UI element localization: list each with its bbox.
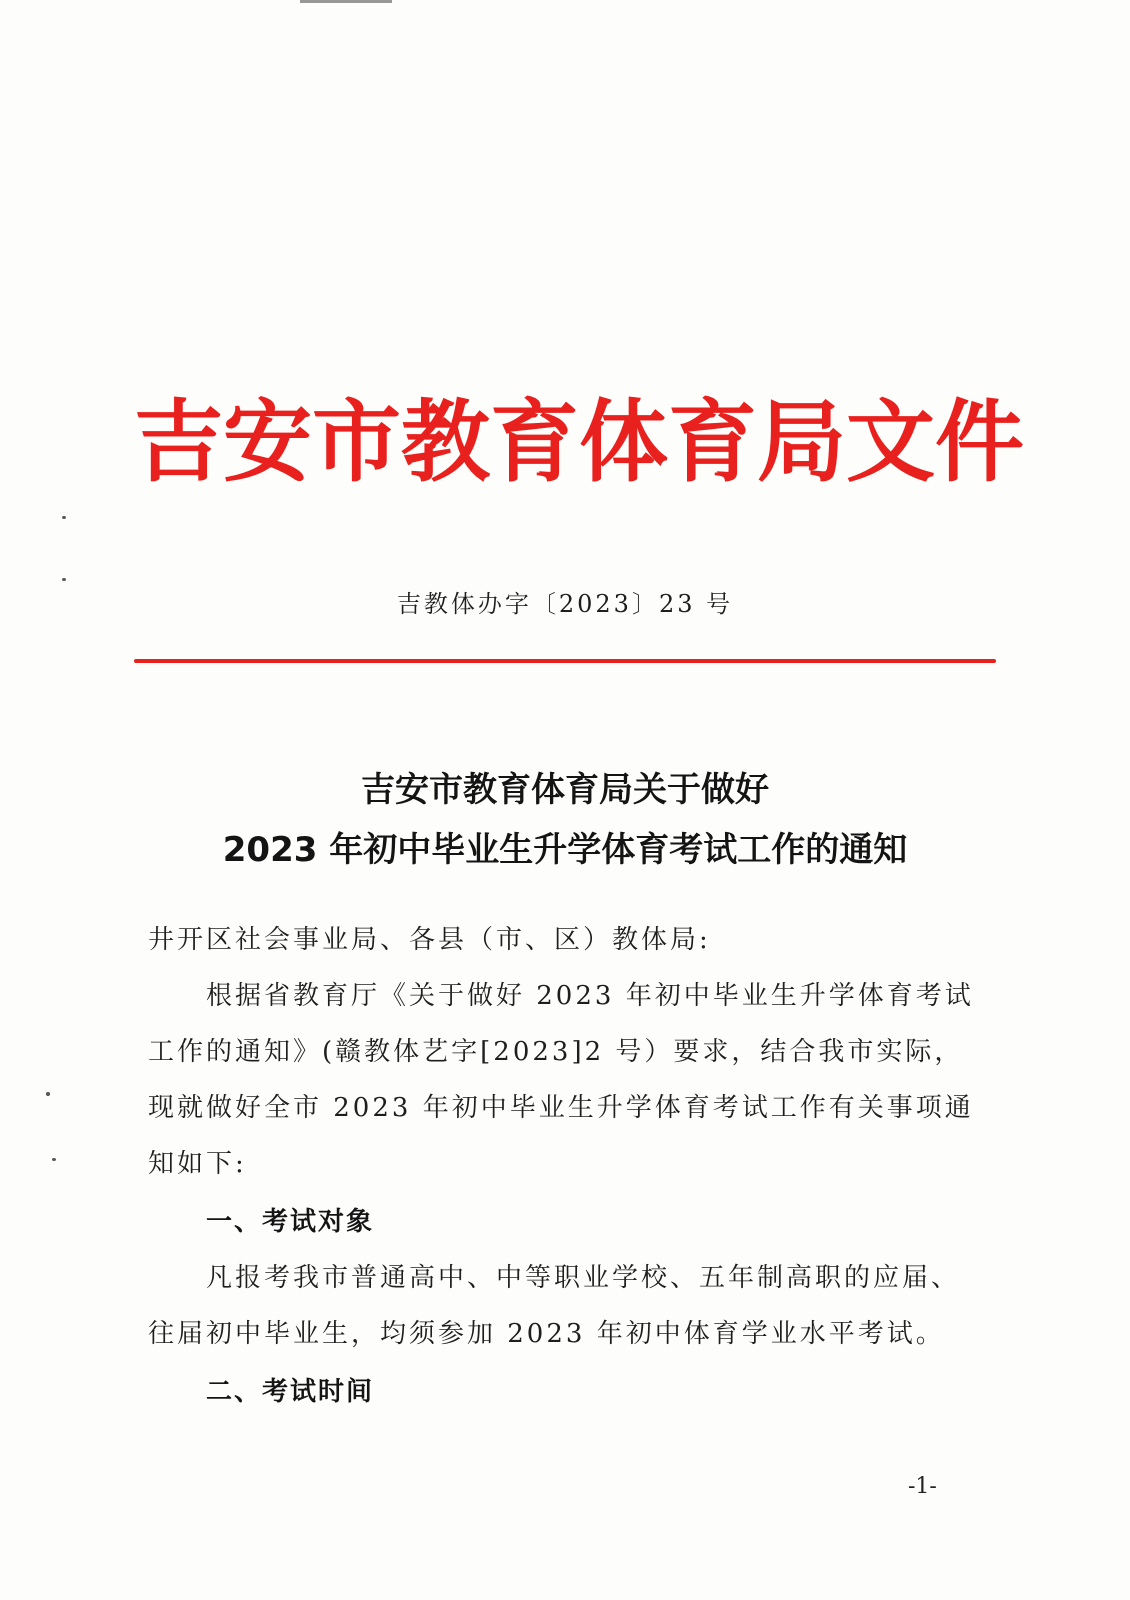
scan-speck (52, 1158, 56, 1161)
document-number: 吉教体办字〔2023〕23 号 (396, 590, 734, 618)
paragraph-line: 知如下: (148, 1149, 247, 1179)
notice-title-line2: 2023 年初中毕业生升学体育考试工作的通知 (222, 830, 908, 870)
section-heading-exam-time: 二、考试时间 (206, 1377, 375, 1407)
scan-artifact (300, 0, 392, 3)
scan-speck (62, 578, 66, 581)
page-number: -1- (908, 1474, 937, 1499)
paragraph-line: 工作的通知》(赣教体艺字[2023]2 号）要求，结合我市实际， (148, 1037, 964, 1067)
notice-title-line1: 吉安市教育体育局关于做好 (361, 770, 769, 810)
section-heading-exam-subjects: 一、考试对象 (206, 1207, 375, 1237)
paragraph-line: 根据省教育厅《关于做好 2023 年初中毕业生升学体育考试 (206, 981, 974, 1011)
issuing-authority-title: 吉安市教育体育局文件 (134, 390, 1024, 494)
paragraph-line: 凡报考我市普通高中、中等职业学校、五年制高职的应届、 (206, 1263, 961, 1293)
paragraph-line: 现就做好全市 2023 年初中毕业生升学体育考试工作有关事项通 (148, 1093, 974, 1123)
paragraph-line: 往届初中毕业生，均须参加 2023 年初中体育学业水平考试。 (148, 1319, 945, 1349)
scan-speck (62, 516, 66, 519)
addressee-line: 井开区社会事业局、各县（市、区）教体局: (148, 925, 711, 955)
red-divider-line (134, 659, 996, 663)
scan-speck (46, 1092, 50, 1096)
